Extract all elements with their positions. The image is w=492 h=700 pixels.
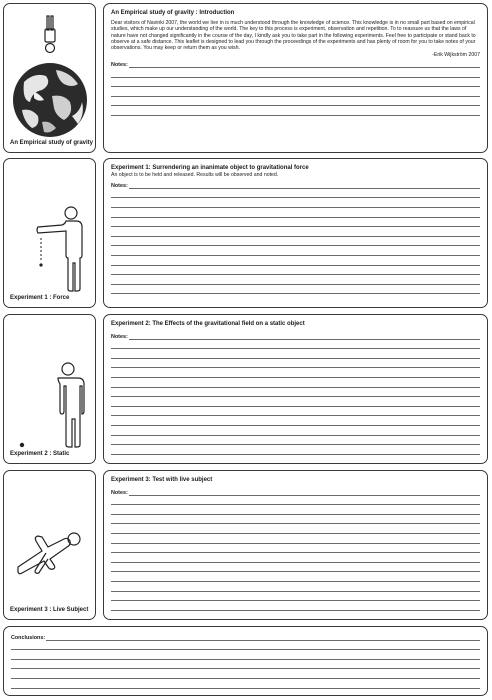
exp3-title: Experiment 3: Test with live subject xyxy=(111,477,213,483)
exp3-panel-label: Experiment 3 : Live Subject xyxy=(10,607,89,613)
standing-person-ball-icon xyxy=(16,361,88,451)
exp1-description: An object is to be held and released. Results will be observed and noted. xyxy=(111,172,279,178)
conclusions-area[interactable] xyxy=(11,632,480,689)
exp2-notes-label: Notes: xyxy=(111,333,128,340)
exp1-notes-label: Notes: xyxy=(111,182,128,189)
earth-globe-icon xyxy=(12,62,88,138)
exp3-notes-label: Notes: xyxy=(111,489,128,496)
conclusions-label: Conclusions: xyxy=(11,634,46,641)
intro-image-panel xyxy=(3,3,96,153)
intro-notes-area[interactable] xyxy=(111,59,480,116)
exp2-image-panel xyxy=(3,314,96,464)
exp3-image-panel xyxy=(3,470,96,620)
intro-signature: -Erik Wijkström 2007 xyxy=(432,52,480,59)
intro-panel-label: An Empirical study of gravity xyxy=(10,140,94,146)
person-dropping-ball-icon xyxy=(34,205,94,295)
exp1-notes-area[interactable] xyxy=(111,180,480,294)
intro-text-panel xyxy=(103,3,488,153)
exp1-image-panel xyxy=(3,158,96,308)
exp2-text-panel xyxy=(103,314,488,464)
exp2-notes-area[interactable] xyxy=(111,331,480,455)
falling-person-icon xyxy=(16,521,88,581)
exp2-panel-label: Experiment 2 : Static xyxy=(10,451,70,457)
exp3-text-panel xyxy=(103,470,488,620)
conclusions-panel xyxy=(3,626,488,696)
intro-notes-label: Notes: xyxy=(111,62,128,69)
exp2-title: Experiment 2: The Effects of the gravitational field on a static object xyxy=(111,321,305,327)
intro-title: An Empirical study of gravity : Introduction xyxy=(111,10,235,16)
exp1-panel-label: Experiment 1 : Force xyxy=(10,295,70,301)
intro-paragraph: Dear visitors of Navinki 2007, the world we live in is much understood through the knowledge of science. This knowledge is in no small part based on empirical studies, which make up our understanding of the world. The key to this process is experiment, observation and repetition. To to reassure us that the laws of nature have not changed significantly in the course of the day, I kindly ask you to take part in the following experiments. Feel free to participate or stand back to observe at a safe distance. This leaflet is designed to lead you through the proceedings of the experiments and has plenty of room for you to take notes of your observations. You may keep or return them as you wish. xyxy=(111,20,476,52)
exp3-notes-area[interactable] xyxy=(111,487,480,611)
exp1-title: Experiment 1: Surrendering an inanimate object to gravitational force xyxy=(111,165,309,171)
exp1-text-panel xyxy=(103,158,488,308)
hanging-figure-icon xyxy=(42,15,58,55)
